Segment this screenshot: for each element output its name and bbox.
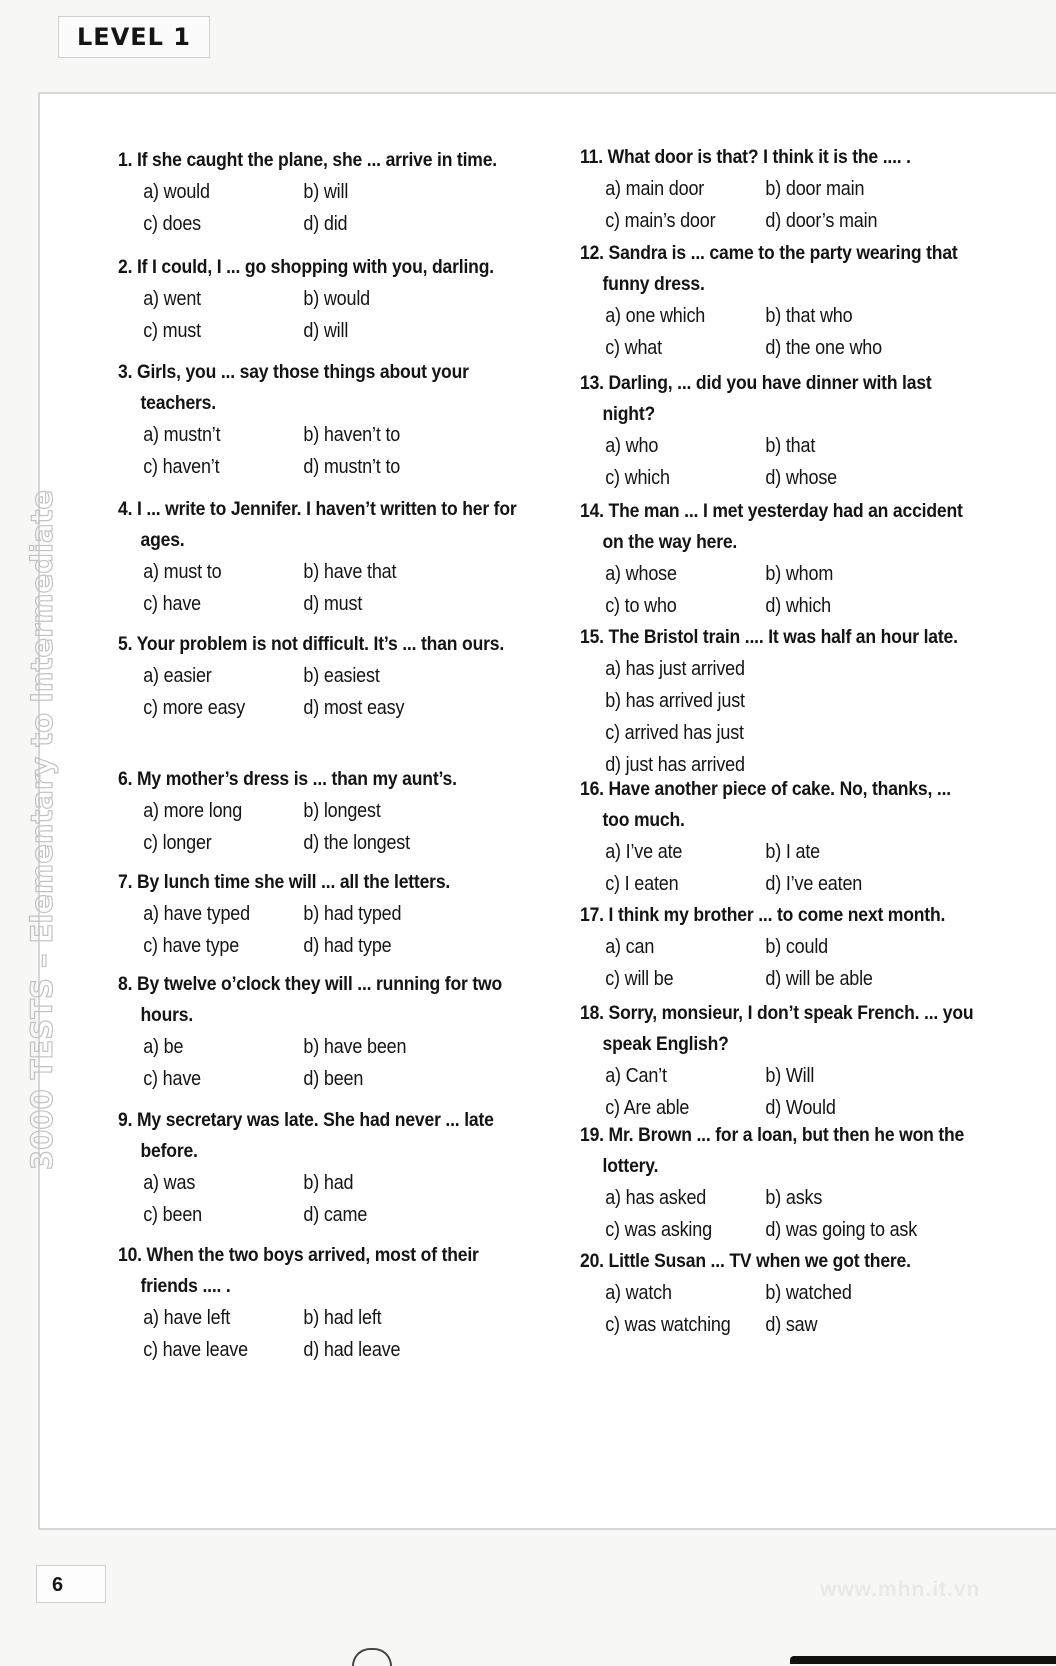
answer-options: [605, 558, 980, 622]
answer-option[interactable]: b) haven’t to: [303, 424, 401, 446]
question-15: [580, 622, 981, 781]
answer-option[interactable]: c) will be: [605, 968, 674, 990]
question-9: [118, 1105, 523, 1231]
answer-option[interactable]: c) have: [143, 1068, 201, 1090]
answer-option[interactable]: d) came: [303, 1204, 368, 1226]
question-text: [118, 629, 523, 660]
answer-option[interactable]: b) had: [303, 1172, 354, 1194]
answer-option[interactable]: c) which: [605, 467, 670, 489]
answer-option[interactable]: a) easier: [143, 665, 212, 687]
answer-option[interactable]: a) more long: [143, 800, 243, 822]
answer-option[interactable]: c) was watching: [605, 1314, 731, 1336]
question-number: 3.: [118, 361, 133, 383]
question-text: [118, 1240, 523, 1302]
answer-option[interactable]: c) haven’t: [143, 456, 220, 478]
question-17: [580, 900, 981, 995]
answer-option[interactable]: d) had leave: [303, 1339, 401, 1361]
answer-option[interactable]: a) have left: [143, 1307, 231, 1329]
answer-option[interactable]: b) longest: [303, 800, 381, 822]
bottom-bar: [790, 1656, 1056, 1664]
answer-option[interactable]: b) easiest: [303, 665, 380, 687]
question-text: [118, 764, 523, 795]
answer-option[interactable]: c) have: [143, 593, 201, 615]
answer-option[interactable]: b) that: [765, 435, 816, 457]
question-20: [580, 1246, 981, 1341]
question-stem: Have another piece of cake. No, thanks, ... too much.: [602, 778, 951, 831]
question-number: 17.: [580, 904, 604, 926]
answer-option[interactable]: c) I eaten: [605, 873, 679, 895]
answer-option[interactable]: d) must: [303, 593, 363, 615]
answer-option[interactable]: b) watched: [765, 1282, 852, 1304]
answer-option[interactable]: d) had type: [303, 935, 392, 957]
answer-options: [605, 1277, 980, 1341]
answer-option[interactable]: c) longer: [143, 832, 212, 854]
question-number: 16.: [580, 778, 604, 800]
answer-option[interactable]: b) whom: [765, 563, 834, 585]
question-2: [118, 252, 523, 347]
answer-option[interactable]: a) main door: [605, 178, 705, 200]
answer-option[interactable]: c) must: [143, 320, 201, 342]
answer-options: [605, 300, 980, 364]
question-text: [118, 494, 523, 556]
answer-option[interactable]: d) which: [765, 595, 831, 617]
answer-option[interactable]: a) has just arrived: [605, 658, 745, 680]
answer-option[interactable]: a) mustn’t: [143, 424, 221, 446]
answer-option[interactable]: c) was asking: [605, 1219, 712, 1241]
answer-options: [143, 660, 523, 724]
answer-option[interactable]: b) would: [303, 288, 370, 310]
question-stem: My mother’s dress is ... than my aunt’s.: [136, 768, 457, 790]
question-number: 4.: [118, 498, 133, 520]
answer-option[interactable]: c) does: [143, 213, 201, 235]
question-number: 7.: [118, 871, 133, 893]
answer-option[interactable]: a) be: [143, 1036, 184, 1058]
answer-options: [143, 1167, 523, 1231]
question-stem: Little Susan ... TV when we got there.: [608, 1250, 911, 1272]
answer-option[interactable]: b) Will: [765, 1065, 815, 1087]
question-7: [118, 867, 523, 962]
answer-option[interactable]: d) whose: [765, 467, 838, 489]
question-stem: If she caught the plane, she ... arrive in time.: [136, 149, 497, 171]
answer-option[interactable]: a) has asked: [605, 1187, 707, 1209]
question-11: [580, 142, 981, 237]
answer-option[interactable]: b) I ate: [765, 841, 820, 863]
question-text: [118, 867, 523, 898]
question-12: [580, 238, 981, 364]
answer-option[interactable]: b) has arrived just: [605, 690, 745, 712]
question-stem: When the two boys arrived, most of their friends .... .: [140, 1244, 479, 1297]
question-number: 13.: [580, 372, 604, 394]
question-stem: My secretary was late. She had never ... late before.: [136, 1109, 494, 1162]
question-text: [580, 1246, 981, 1277]
answer-option[interactable]: b) that who: [765, 305, 853, 327]
question-number: 1.: [118, 149, 133, 171]
answer-option[interactable]: d) will be able: [765, 968, 873, 990]
question-text: [118, 357, 523, 419]
question-text: [580, 368, 981, 430]
question-stem: I think my brother ... to come next month.: [608, 904, 946, 926]
answer-option[interactable]: d) just has arrived: [605, 754, 745, 776]
answer-option[interactable]: a) have typed: [143, 903, 250, 925]
question-number: 11.: [580, 146, 603, 168]
question-number: 8.: [118, 973, 133, 995]
answer-option[interactable]: c) Are able: [605, 1097, 690, 1119]
answer-option[interactable]: d) the one who: [765, 337, 882, 359]
question-10: [118, 1240, 523, 1366]
answer-option[interactable]: c) have type: [143, 935, 240, 957]
watermark: www.mhn.it.vn: [820, 1578, 981, 1601]
question-stem: By twelve o’clock they will ... running for two hours.: [136, 973, 503, 1026]
answer-option[interactable]: a) who: [605, 435, 659, 457]
answer-option[interactable]: d) been: [303, 1068, 364, 1090]
question-stem: Girls, you ... say those things about your teachers.: [136, 361, 469, 414]
answer-option[interactable]: d) did: [303, 213, 348, 235]
question-text: [580, 238, 981, 300]
question-3: [118, 357, 523, 483]
answer-option[interactable]: d) the longest: [303, 832, 410, 854]
answer-option[interactable]: b) door main: [765, 178, 865, 200]
answer-option[interactable]: c) arrived has just: [605, 722, 744, 744]
question-stem: What door is that? I think it is the .... .: [607, 146, 911, 168]
answer-option[interactable]: a) Can’t: [605, 1065, 667, 1087]
answer-options: [605, 1182, 980, 1246]
question-text: [580, 774, 981, 836]
question-number: 12.: [580, 242, 604, 264]
answer-option[interactable]: d) most easy: [303, 697, 405, 719]
question-stem: If I could, I ... go shopping with you, darling.: [136, 256, 494, 278]
question-text: [580, 998, 981, 1060]
answer-option[interactable]: d) was going to ask: [765, 1219, 918, 1241]
answer-option[interactable]: b) have been: [303, 1036, 407, 1058]
question-stem: By lunch time she will ... all the letters.: [136, 871, 451, 893]
answer-options: [143, 1302, 523, 1366]
question-18: [580, 998, 981, 1124]
answer-option[interactable]: d) I’ve eaten: [765, 873, 863, 895]
question-stem: Darling, ... did you have dinner with last night?: [602, 372, 932, 425]
level-badge: LEVEL 1: [58, 16, 210, 58]
question-stem: The man ... I met yesterday had an accident on the way here.: [602, 500, 963, 553]
question-stem: Sandra is ... came to the party wearing that funny dress.: [602, 242, 958, 295]
answer-option[interactable]: a) whose: [605, 563, 677, 585]
answer-option[interactable]: b) asks: [765, 1187, 823, 1209]
question-text: [580, 1120, 981, 1182]
question-number: 6.: [118, 768, 133, 790]
question-number: 14.: [580, 500, 604, 522]
question-stem: Your problem is not difficult. It’s ... than ours.: [136, 633, 505, 655]
answer-option[interactable]: c) have leave: [143, 1339, 248, 1361]
answer-option[interactable]: a) went: [143, 288, 201, 310]
answer-option[interactable]: a) I’ve ate: [605, 841, 683, 863]
question-19: [580, 1120, 981, 1246]
page-number: 6: [36, 1565, 106, 1603]
question-text: [580, 496, 981, 558]
answer-option[interactable]: a) watch: [605, 1282, 672, 1304]
answer-option[interactable]: b) could: [765, 936, 829, 958]
question-8: [118, 969, 523, 1095]
answer-option[interactable]: c) main’s door: [605, 210, 716, 232]
question-1: [118, 145, 523, 240]
question-number: 10.: [118, 1244, 142, 1266]
answer-option[interactable]: a) one which: [605, 305, 706, 327]
question-stem: Mr. Brown ... for a loan, but then he won the lottery.: [602, 1124, 965, 1177]
answer-option[interactable]: d) mustn’t to: [303, 456, 401, 478]
answer-option[interactable]: d) will: [303, 320, 349, 342]
answer-options: [143, 283, 523, 347]
question-text: [580, 622, 981, 653]
answer-options: [143, 898, 523, 962]
answer-options: [605, 173, 980, 237]
answer-options: [143, 556, 523, 620]
question-13: [580, 368, 981, 494]
question-number: 15.: [580, 626, 604, 648]
answer-option[interactable]: d) Would: [765, 1097, 836, 1119]
answer-option[interactable]: c) to who: [605, 595, 677, 617]
question-text: [118, 145, 523, 176]
question-text: [580, 900, 981, 931]
answer-options: [143, 1031, 523, 1095]
question-4: [118, 494, 523, 620]
question-stem: The Bristol train .... It was half an hour late.: [608, 626, 958, 648]
bottom-mark: [352, 1648, 392, 1666]
answer-options: [605, 653, 980, 781]
question-number: 19.: [580, 1124, 604, 1146]
answer-options: [605, 931, 980, 995]
question-text: [118, 252, 523, 283]
answer-option[interactable]: c) what: [605, 337, 662, 359]
answer-option[interactable]: a) would: [143, 181, 210, 203]
question-text: [580, 142, 981, 173]
answer-options: [143, 795, 523, 859]
question-number: 5.: [118, 633, 133, 655]
answer-option[interactable]: d) door’s main: [765, 210, 878, 232]
answer-options: [143, 176, 523, 240]
answer-option[interactable]: a) must to: [143, 561, 222, 583]
question-number: 20.: [580, 1250, 604, 1272]
question-14: [580, 496, 981, 622]
answer-option[interactable]: c) been: [143, 1204, 202, 1226]
answer-option[interactable]: d) saw: [765, 1314, 818, 1336]
question-6: [118, 764, 523, 859]
answer-options: [605, 430, 980, 494]
book-title-vertical: 3000 TESTS – Elementary to Intermediate: [25, 489, 59, 1171]
answer-option[interactable]: a) can: [605, 936, 655, 958]
question-text: [118, 1105, 523, 1167]
answer-option[interactable]: a) was: [143, 1172, 196, 1194]
question-text: [118, 969, 523, 1031]
answer-option[interactable]: c) more easy: [143, 697, 246, 719]
answer-option[interactable]: b) have that: [303, 561, 397, 583]
question-number: 9.: [118, 1109, 133, 1131]
answer-option[interactable]: b) will: [303, 181, 349, 203]
answer-option[interactable]: b) had left: [303, 1307, 382, 1329]
question-number: 2.: [118, 256, 133, 278]
question-16: [580, 774, 981, 900]
answer-option[interactable]: b) had typed: [303, 903, 402, 925]
question-5: [118, 629, 523, 724]
question-stem: I ... write to Jennifer. I haven’t written to her for ages.: [136, 498, 517, 551]
answer-options: [605, 836, 980, 900]
question-stem: Sorry, monsieur, I don’t speak French. ... you speak English?: [602, 1002, 974, 1055]
answer-options: [605, 1060, 980, 1124]
question-number: 18.: [580, 1002, 604, 1024]
answer-options: [143, 419, 523, 483]
